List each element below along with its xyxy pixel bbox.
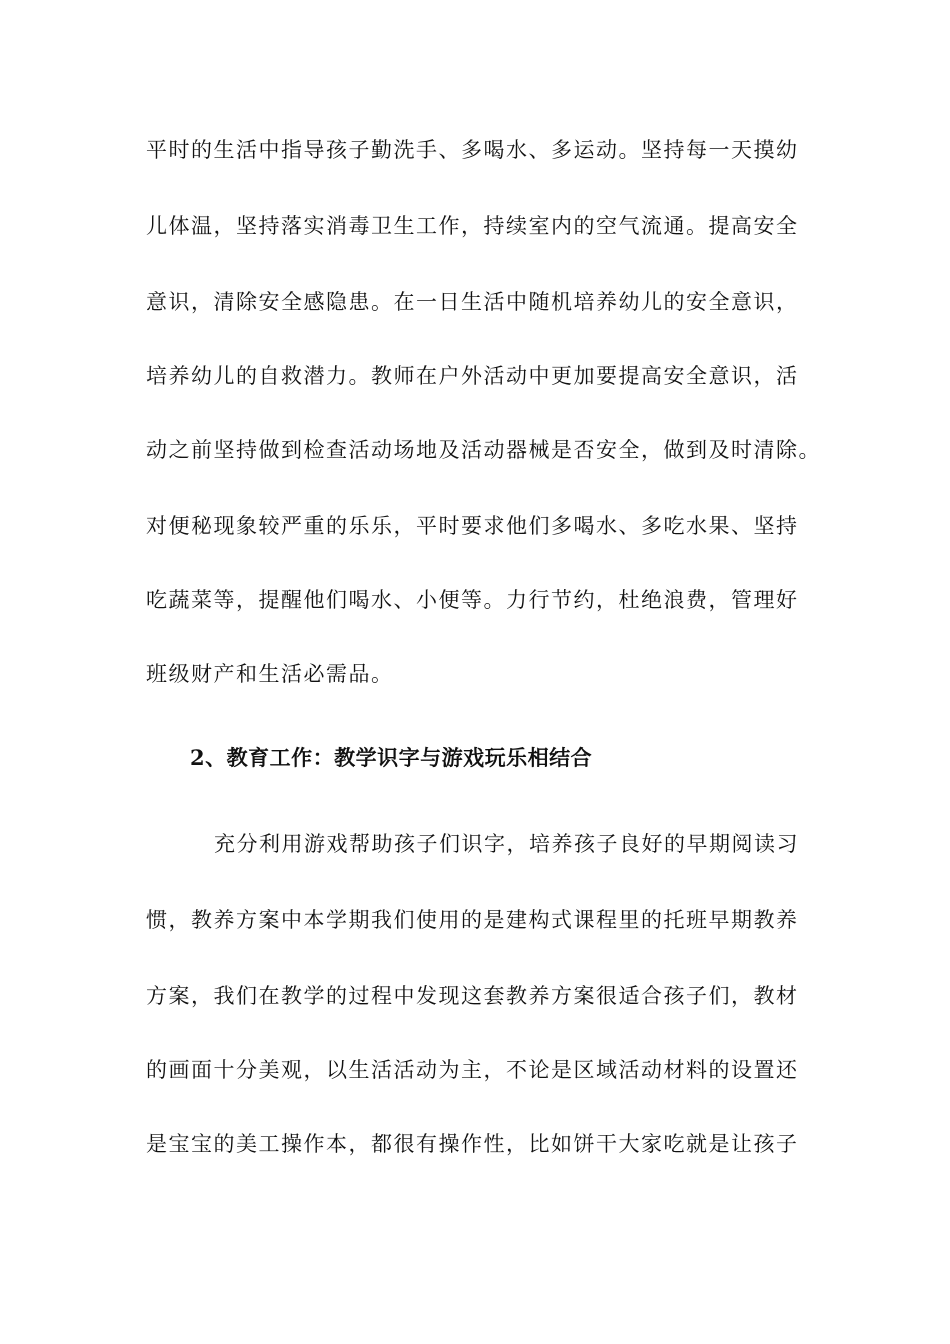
- paragraph-line: 对便秘现象较严重的乐乐，平时要求他们多喝水、多吃水果、坚持: [146, 514, 799, 538]
- paragraph-line: 平时的生活中指导孩子勤洗手、多喝水、多运动。坚持每一天摸幼: [146, 138, 799, 162]
- paragraph-line: 方案，我们在教学的过程中发现这套教养方案很适合孩子们，教材: [146, 984, 799, 1008]
- section-heading: 2、教育工作：教学识字与游戏玩乐相结合: [190, 745, 593, 770]
- paragraph-line: 儿体温，坚持落实消毒卫生工作，持续室内的空气流通。提高安全: [146, 214, 799, 238]
- paragraph-line: 吃蔬菜等，提醒他们喝水、小便等。力行节约，杜绝浪费，管理好: [146, 588, 799, 612]
- paragraph-line: 动之前坚持做到检查活动场地及活动器械是否安全，做到及时清除。: [146, 438, 821, 462]
- paragraph-line: 惯，教养方案中本学期我们使用的是建构式课程里的托班早期教养: [146, 908, 799, 932]
- paragraph-line: 是宝宝的美工操作本，都很有操作性，比如饼干大家吃就是让孩子: [146, 1132, 799, 1156]
- paragraph-line: 充分利用游戏帮助孩子们识字，培养孩子良好的早期阅读习: [214, 832, 799, 856]
- paragraph-line: 培养幼儿的自救潜力。教师在户外活动中更加要提高安全意识，活: [146, 364, 799, 388]
- paragraph-line: 班级财产和生活必需品。: [146, 662, 394, 686]
- paragraph-line: 意识，清除安全感隐患。在一日生活中随机培养幼儿的安全意识，: [146, 290, 799, 314]
- paragraph-line: 的画面十分美观，以生活活动为主，不论是区域活动材料的设置还: [146, 1058, 799, 1082]
